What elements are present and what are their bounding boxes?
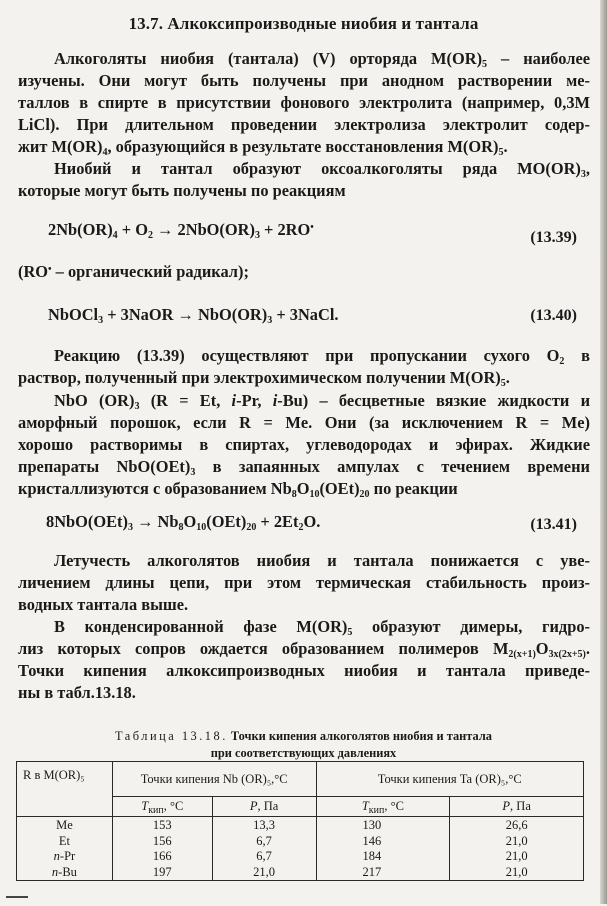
cell-nb-p: 13,3 [212,817,316,834]
header-nb-t: $T_{кип}$, °C [112,797,212,817]
paragraph-volatility: Летучесть алкоголятов ниобия и тантала понижается с уве- личением длины цепи, при этом термическая стабильность произ- водных тантала выше. [18,551,590,614]
header-r: R в M(OR)₅ [17,762,113,817]
table-row [17,834,584,850]
table-row [17,849,584,865]
cell-nb-p: 6,7 [212,849,316,865]
header-nb-p: P, Па [212,797,316,817]
paragraph-oxoalkoxides: Ниобий и тантал образуют оксоалкоголяты ряда $MO(OR)_3$, которые могут быть получены по реакциям [18,159,590,200]
equation-13-41: $8NbO(OEt)_3 \to Nb_8O_{10}(OEt)_{20} + 2Et_2O$. [46,512,321,533]
cell-nb-t: 156 [112,834,212,850]
equation-13-40: NbOCl$_3$ + 3NaOR → $NbO(OR)_3$ + 3NaCl. [48,305,339,326]
equation-number-13-39: (13.39) [530,229,577,246]
paragraph-reaction-conditions: Реакцию (13.39) осуществляют при пропускании сухого $O_2$ в раствор, полученный при электрохимическом получении $M(OR)_5$. [18,346,590,389]
header-ta-p: P, Па [450,797,584,817]
cell-ta-t: 184 [316,849,450,865]
page-number-fragment [6,896,28,906]
table-caption: Таблица 13.18. Точки кипения алкоголятов ниобия и тантала при соответствующих давлениях [115,729,492,760]
paragraph-nbo-properties: NbO $(OR)_3$ (R = Et, i-Pr, i-Bu) – бесцветные вязкие жидкости и аморфный порошок, если R = Me. Они (за исключением R = Me) хорошо растворимы в спиртах, углеводородах и эфирах. Жидкие препараты $NbO(OEt)_3$ в запаянных ампулах с течением времени кристаллизуются с образованием $Nb_8O_{10}(OEt)_{20}$ по реакции [18,391,591,500]
page-edge-shadow [600,0,607,904]
equation-number-13-41: (13.41) [530,516,577,533]
boiling-points-table [16,761,584,881]
cell-ta-p: 21,0 [450,865,584,881]
cell-r: n-Bu [17,865,113,881]
radical-note: (RO• – органический радикал); [18,262,249,281]
cell-nb-t: 166 [112,849,212,865]
header-ta-t: $T_{кип}$, °C [316,797,450,817]
cell-ta-t: 130 [316,817,450,834]
table-row [17,865,584,881]
cell-nb-t: 197 [112,865,212,881]
cell-r: n-Pr [17,849,113,865]
header-nb-group: Точки кипения Nb (OR)₅,°C [112,762,316,797]
cell-r: Me [17,817,113,834]
cell-nb-p: 21,0 [212,865,316,881]
cell-ta-p: 21,0 [450,834,584,850]
cell-r: Et [17,834,113,850]
equation-number-13-40: (13.40) [530,307,577,324]
table-caption-label: Таблица 13.18. [115,729,228,743]
header-ta-group: Точки кипения Ta (OR)₅,°C [316,762,584,797]
table-row [17,817,584,834]
cell-ta-p: 26,6 [450,817,584,834]
cell-ta-p: 21,0 [450,849,584,865]
paragraph-alkoxides-intro: Алкоголяты ниобия (тантала) (V) ортоpяда $M(OR)_5$ – наиболее изучены. Они могут быть получены при анодном растворении ме- таллов в спирте в присутствии фонового электролита (например, 0,3М LiCl). При длительном проведении электролиза электролит содер- жит $M(OR)_4$, образующийся в результате восстановления $M(OR)_5$. [18,49,590,158]
cell-ta-t: 217 [316,865,450,881]
paragraph-dimers: В конденсированной фазе $M(OR)_5$ образуют димеры, гидро- лиз которых сопров ождается образованием полимеров $M_{2(x+1)}O_{3x(2x+5)}$. Точки кипения алкоксипроизводных ниобия и тантала приведе- ны в табл.13.18. [18,617,590,702]
cell-nb-t: 153 [112,817,212,834]
cell-ta-t: 146 [316,834,450,850]
equation-13-39: $2Nb(OR)_4 + O_2 \to 2NbO(OR)_3 + 2RO^•$ [48,220,314,241]
section-heading: 13.7. Алкоксипроизводные ниобия и тантала [128,14,479,33]
cell-nb-p: 6,7 [212,834,316,850]
